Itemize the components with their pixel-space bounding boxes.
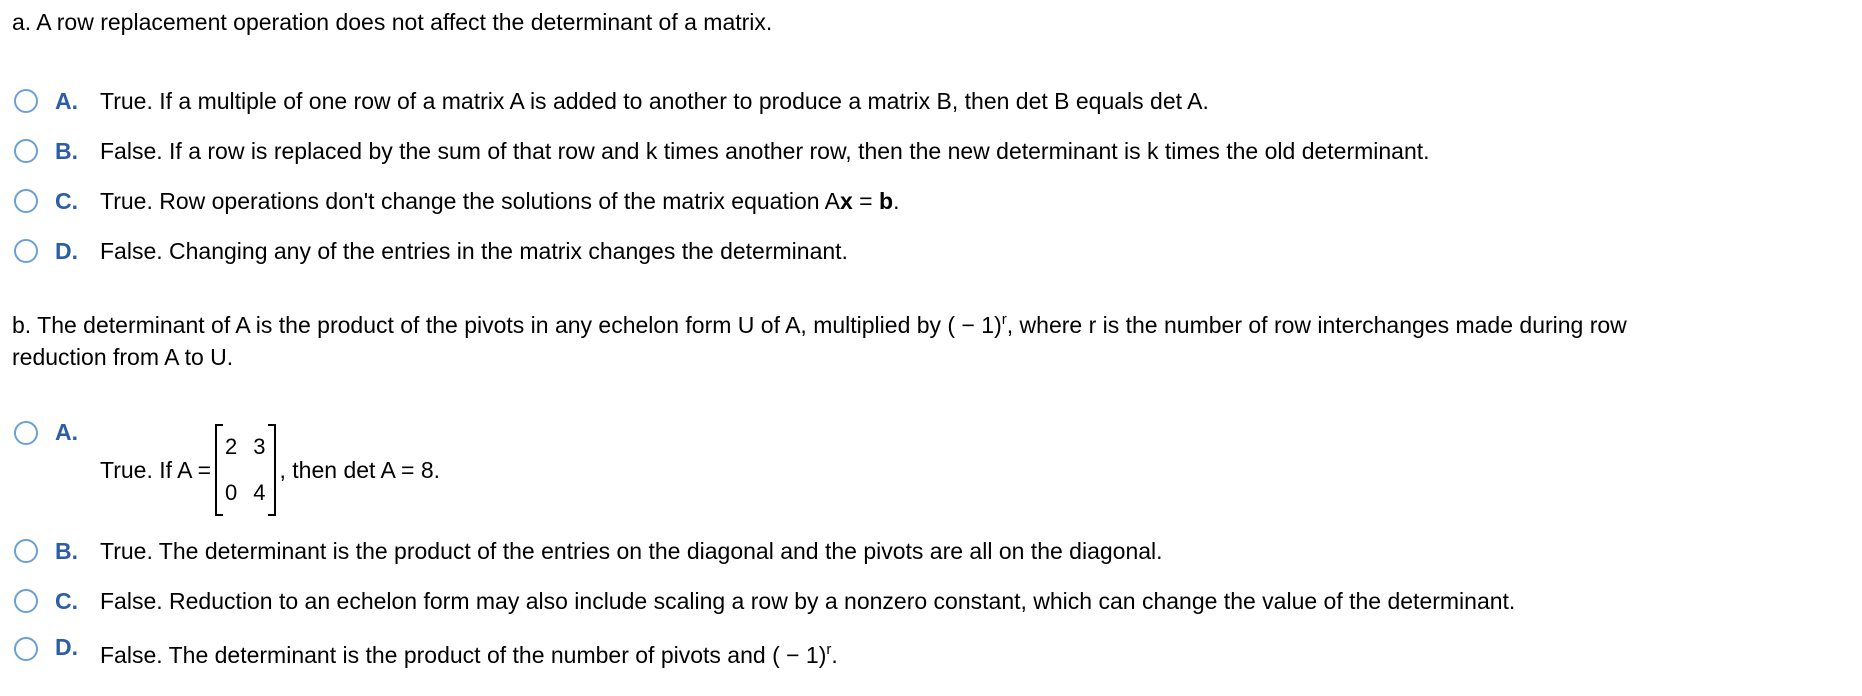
- option-a-C[interactable]: [14, 183, 899, 219]
- matrix: [215, 424, 276, 516]
- radio-button-icon[interactable]: [14, 637, 38, 661]
- equals-sign: =: [852, 187, 880, 214]
- option-text: True. If a multiple of one row of a matrix A is added to another to produce a matrix B, then det B equals det A.: [100, 87, 1209, 114]
- option-b-B[interactable]: [14, 533, 1163, 569]
- option-text-main: True. Row operations don't change the solutions of the matrix equation A: [100, 187, 840, 214]
- option-text: [100, 418, 440, 522]
- question-b-line1: [12, 309, 1627, 341]
- matrix-cell: 2: [225, 434, 238, 459]
- matrix-cell: 4: [253, 480, 266, 505]
- option-b-D[interactable]: [14, 634, 838, 678]
- option-letter: B.: [55, 537, 78, 564]
- vector-x: x: [840, 187, 853, 214]
- option-b-C[interactable]: [14, 583, 1515, 619]
- radio-button-icon[interactable]: [14, 139, 38, 163]
- radio-button-icon[interactable]: [14, 421, 38, 445]
- period: .: [831, 642, 838, 668]
- option-text: False. If a row is replaced by the sum of that row and k times another row, then the new determinant is k times the old determinant.: [100, 137, 1430, 164]
- option-letter: D.: [55, 237, 78, 264]
- option-text-pre: True. If A =: [100, 456, 212, 483]
- option-text: False. Changing any of the entries in the matrix changes the determinant.: [100, 237, 848, 264]
- question-b: [12, 309, 1627, 373]
- matrix-row: [225, 470, 266, 516]
- option-a-A[interactable]: [14, 83, 1209, 119]
- radio-button-icon[interactable]: [14, 589, 38, 613]
- option-letter: D.: [55, 634, 78, 660]
- option-text: [100, 642, 838, 669]
- option-text-post: , then det A = 8.: [279, 456, 441, 483]
- radio-button-icon[interactable]: [14, 189, 38, 213]
- vector-b: b: [879, 187, 894, 214]
- option-letter: C.: [55, 187, 78, 214]
- option-letter: B.: [55, 137, 78, 164]
- option-letter: A.: [55, 87, 78, 114]
- option-text-main: False. The determinant is the product of the number of pivots and ( − 1): [100, 642, 827, 668]
- exponent-r: r: [1001, 311, 1007, 328]
- question-b-text: b. The determinant of A is the product of the pivots in any echelon form U of A, multiplied by ( − 1): [12, 312, 1002, 338]
- option-a-B[interactable]: [14, 133, 1430, 169]
- option-text: [100, 188, 899, 215]
- option-a-D[interactable]: [14, 233, 848, 269]
- matrix-cell: 0: [225, 480, 238, 505]
- matrix-cell: 3: [253, 434, 266, 459]
- period: .: [893, 187, 900, 214]
- option-letter: C.: [55, 587, 78, 614]
- option-b-A[interactable]: [14, 414, 440, 518]
- option-letter: A.: [55, 419, 78, 445]
- option-text: True. The determinant is the product of the entries on the diagonal and the pivots are all on the diagonal.: [100, 537, 1163, 564]
- option-text: False. Reduction to an echelon form may also include scaling a row by a nonzero constant, which can change the value of the determinant.: [100, 587, 1516, 614]
- matrix-row: [225, 424, 266, 470]
- question-b-text-cont: , where r is the number of row interchanges made during row: [1006, 312, 1627, 338]
- radio-button-icon[interactable]: [14, 89, 38, 113]
- question-a: a. A row replacement operation does not affect the determinant of a matrix.: [12, 9, 773, 35]
- exponent-r: r: [826, 641, 832, 658]
- question-b-line2: reduction from A to U.: [12, 344, 234, 370]
- radio-button-icon[interactable]: [14, 239, 38, 263]
- radio-button-icon[interactable]: [14, 539, 38, 563]
